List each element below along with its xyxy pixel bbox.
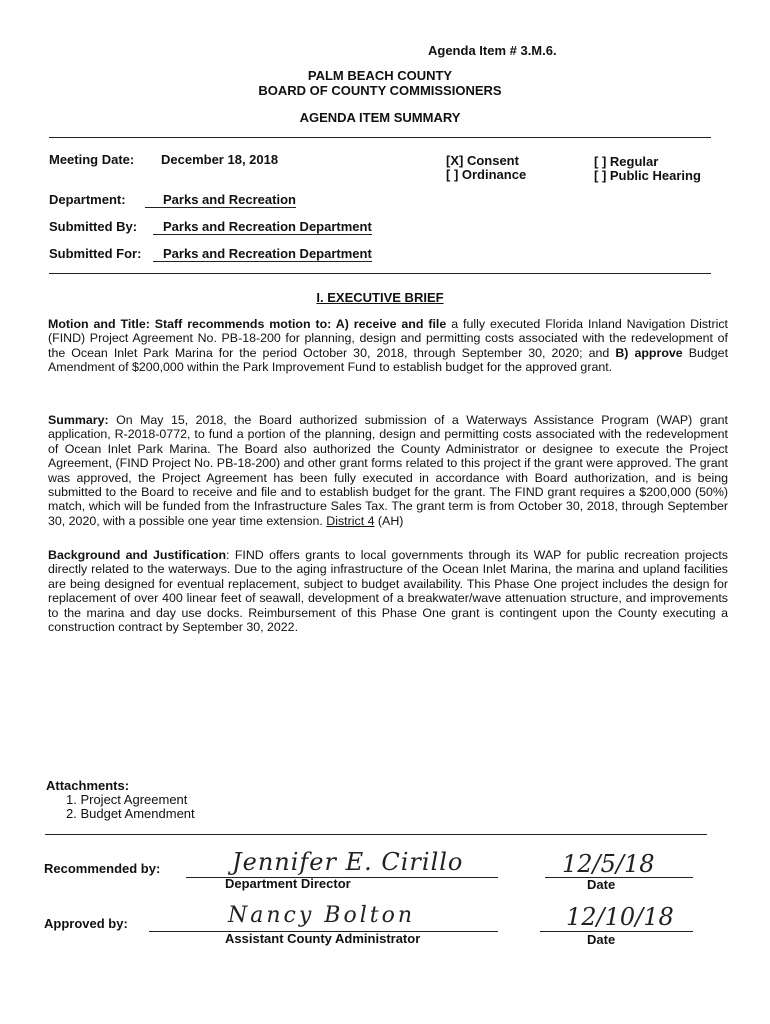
- consent-checkbox: [X] Consent: [446, 153, 519, 168]
- motion-paragraph: [48, 317, 728, 375]
- meeting-date-value: December 18, 2018: [161, 152, 279, 167]
- submitted-for-value: Parks and Recreation Department: [153, 246, 372, 262]
- attachments-label: Attachments:: [46, 778, 130, 793]
- summary-label: Summary:: [48, 413, 109, 427]
- meeting-date-label: Meeting Date:: [49, 152, 135, 167]
- divider-bottom: [45, 834, 707, 835]
- recommended-date: 12/5/18: [562, 850, 655, 878]
- submitted-by-label: Submitted By:: [49, 219, 138, 234]
- agenda-item-number: Agenda Item # 3.M.6.: [428, 43, 557, 58]
- public-hearing-checkbox: [ ] Public Hearing: [594, 168, 701, 183]
- district-suffix: (AH): [374, 513, 404, 528]
- approved-title: Assistant County Administrator: [225, 931, 421, 946]
- background-text: : FIND offers grants to local governments through its WAP for public recreation projects directly related to the waterways. Due to the aging infrastructure of the Ocean Inlet Marina, the marina and upland facilities are being designed for eventual replacement, subject to budget availability. This Phase One project includes the design for replacement of over 400 linear feet of seawall, development of a breakwater/wave attenuation structure, and improvements to the marina and day use docks. Reimbursement of this Phase One grant is contingent upon the County executing a construction contract by September 30, 2022.: [48, 548, 728, 635]
- board-name: BOARD OF COUNTY COMMISSIONERS: [258, 83, 502, 98]
- district-text: District 4: [326, 513, 375, 528]
- divider-top: [49, 137, 711, 138]
- summary-text: On May 15, 2018, the Board authorized submission of a Waterways Assistance Program (WAP) grant application, R-2018-0772, to fund a portion of the planning, design and permitting costs associated with the redevelopment of Ocean Inlet Park Marina. The Board also authorized the County Administrator or designee to execute the Project Agreement, (FIND Project No. PB-18-200) and other grant forms related to this project if the grant were approved. The grant was approved, the Project Agreement has been fully executed in accordance with Board authorization, and is being submitted to the Board to receive and file and to establish budget for the grant. The FIND grant requires a $200,000 (50%) match, which will be funded from the Infrastructure Sales Tax. The grant term is from October 30, 2018, through September 30, 2020, with a possible one year time extension.: [48, 413, 728, 528]
- summary-title: AGENDA ITEM SUMMARY: [299, 110, 461, 125]
- approved-signature: Nancy Bolton: [228, 903, 415, 928]
- submitted-by-field: [153, 219, 372, 235]
- approved-date: 12/10/18: [566, 903, 674, 931]
- submitted-for-label: Submitted For:: [49, 246, 142, 261]
- divider-middle: [49, 273, 711, 274]
- submitted-for-field: [153, 246, 372, 262]
- motion-b-approve: B) approve: [615, 345, 683, 360]
- recommended-by-label: Recommended by:: [44, 861, 161, 876]
- recommended-date-label: Date: [587, 877, 616, 892]
- county-name: PALM BEACH COUNTY: [307, 68, 453, 83]
- approved-date-line: [540, 931, 693, 932]
- motion-lead: Motion and Title: Staff recommends motion to: A) receive and file: [48, 317, 447, 331]
- attachment-item-2: 2. Budget Amendment: [66, 806, 195, 821]
- summary-paragraph: [48, 413, 728, 528]
- department-value: Parks and Recreation: [145, 192, 296, 208]
- background-label: Background and Justification: [48, 548, 227, 562]
- attachment-item-1: 1. Project Agreement: [66, 792, 188, 807]
- submitted-by-value: Parks and Recreation Department: [153, 219, 372, 235]
- motion-part1: a fully executed Florida Inland Navigation District (FIND) Project Agreement No. PB-18-200 for planning, design and permitting costs associated with the redevelopment of the Ocean Inlet Park Marina for the period October 30, 2018, through September 30, 2020; and: [48, 317, 728, 360]
- recommended-signature: Jennifer E. Cirillo: [232, 848, 464, 876]
- approved-date-label: Date: [587, 932, 616, 947]
- approved-by-label: Approved by:: [44, 916, 128, 931]
- department-field: [145, 192, 317, 208]
- department-label: Department:: [49, 192, 126, 207]
- regular-checkbox: [ ] Regular: [594, 154, 659, 169]
- ordinance-checkbox: [ ] Ordinance: [446, 167, 527, 182]
- motion-part2: Budget Amendment of $200,000 within the Park Improvement Fund to establish budget for the approved grant.: [48, 345, 729, 375]
- executive-brief-heading: I. EXECUTIVE BRIEF: [316, 290, 444, 305]
- background-paragraph: [48, 548, 728, 634]
- recommended-title: Department Director: [225, 876, 351, 891]
